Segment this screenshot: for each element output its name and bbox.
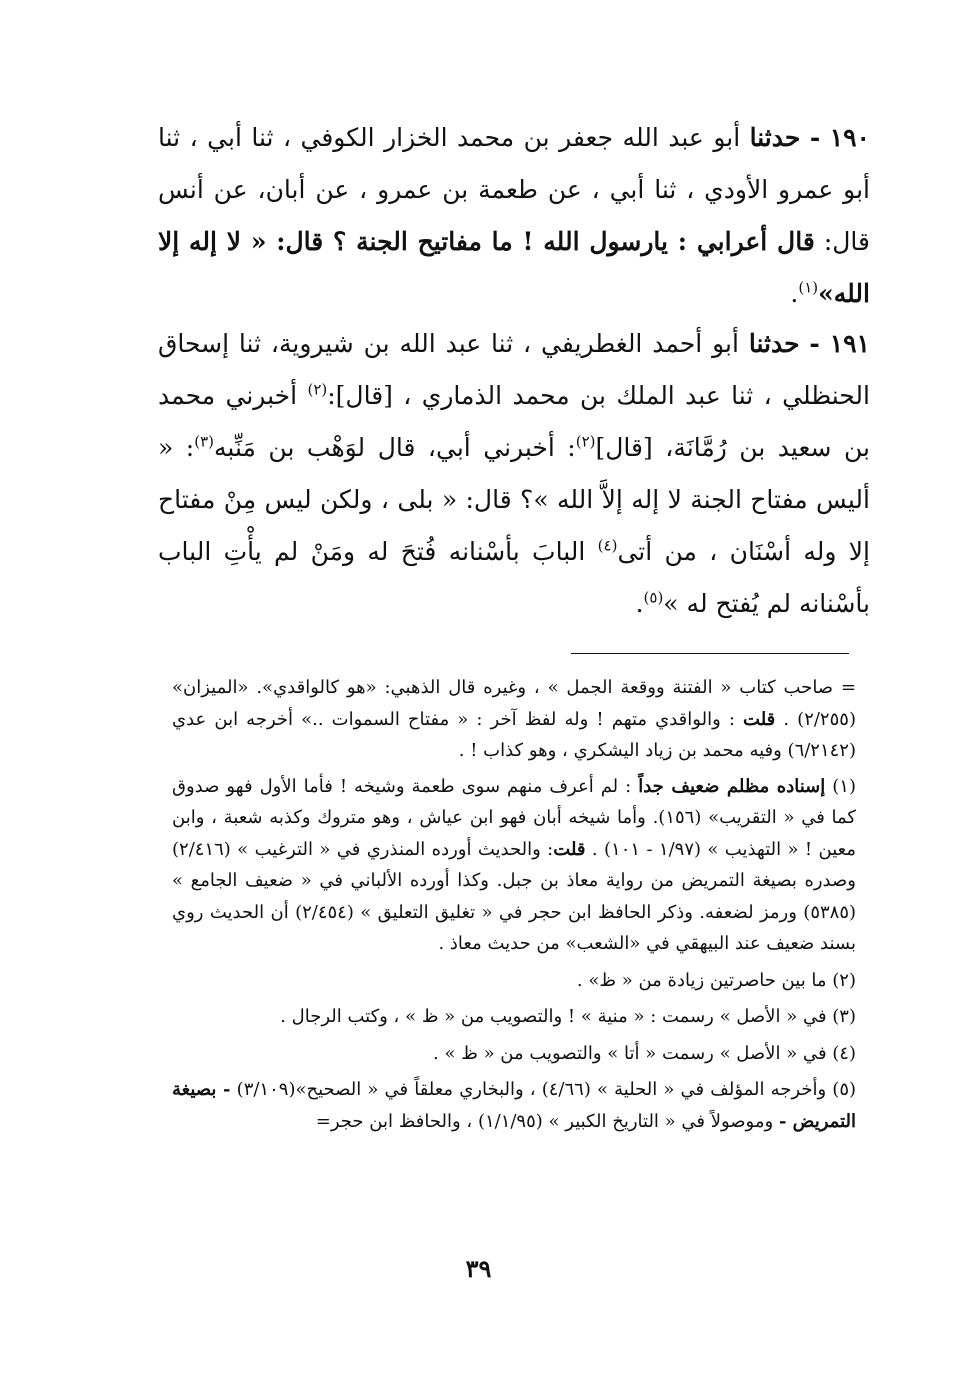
footnote-2: (٢) ما بين حاصرتين زيادة من « ظ» . [576, 969, 856, 991]
hadith-opening: حدثنا [748, 329, 800, 358]
page-number: ٣٩ [465, 1254, 492, 1283]
footnote-1: (١) إسناده مظلم ضعيف جداً : لم أعرف منهم سوى طعمة وشيخه ! فأما الأول فهو صدوق كما في « التقريب» (١٥٦). وأما شيخه أبان فهو ابن عياش ، وهو متروك وكذبه شعبة ، وابن معين ! « التهذيب » (١/٩٧ - ١٠١) . قلت: والحديث أورده المنذري في « الترغيب » (٢/٤١٦) وصدره بصيغة التمريض من رواية معاذ بن جبل. وكذا أورده الألباني في « ضعيف الجامع » (٥٣٨٥) ورمز لضعفه. وذكر الحافظ ابن حجر في « تغليق التعليق » (٢/٤٥٤) أن الحديث روي بسند ضعيف عند البيهقي في «الشعب» من حديث معاذ . [172, 775, 857, 954]
footnote-continuation: = صاحب كتاب « الفتنة ووقعة الجمل » ، وغيره قال الذهبي: «هو كالواقدي». «الميزان» (٢/٢٥٥) . قلت : والواقدي متهم ! وله لفظ آخر : « مفتاح السموات ..» أخرجه ابن عدي (٦/٢١٤٢) وفيه محمد بن زياد اليشكري ، وهو كذاب ! . [172, 677, 856, 761]
hadith-190 [158, 112, 870, 320]
hadith-190-paragraph: ١٩٠ - حدثنا أبو عبد الله جعفر بن محمد الخزار الكوفي ، ثنا أبي ، ثنا أبو عمرو الأودي ، ثنا أبي ، عن طعمة بن عمرو ، عن أبان، عن أنس قال: قال أعرابي : يارسول الله ! ما مفاتيح الجنة ؟ قال: « لا إله إلا الله»$^{(١)}$. [158, 123, 870, 308]
footnote-5: (٥) وأخرجه المؤلف في « الحلية » (٤/٦٦) ، والبخاري معلقاً في « الصحيح»(٣/١٠٩) - بصيغة التمريض - وموصولاً في « التاريخ الكبير » (١/١/٩٥) ، والحافظ ابن حجر= [172, 1079, 857, 1132]
footnote-ref: (٣) [194, 432, 215, 451]
hadith-text: أخبرني محمد بن سعيد بن رُمَّانَة، [قال] [158, 381, 870, 462]
footnote-4: (٤) في « الأصل » رسمت « أتا » والتصويب من « ظ » . [433, 1042, 856, 1064]
footnote-3: (٣) في « الأصل » رسمت : « منية » ! والتصويب من « ظ » ، وكتب الرجال . [280, 1006, 856, 1027]
hadith-text: : أخبرني أبي، قال لوَهْب بن مَنِّبه [214, 433, 576, 462]
hadith-191 [158, 318, 870, 630]
hadith-matn: قال أعرابي : يارسول الله ! ما مفاتيح الجنة ؟ قال: « لا إله إلا الله» [158, 227, 870, 308]
footnote-ref: (٥) [643, 588, 664, 607]
hadith-191-paragraph: ١٩١ - حدثنا أبو أحمد الغطريفي ، ثنا عبد الله بن شيروية، ثنا إسحاق الحنظلي ، ثنا عبد الملك بن محمد الذماري ، [قال]:$^{(٢)}$ أخبرني محمد بن سعيد بن رُمَّانَة، [قال]$^{(٢)}$: أخبرني أبي، قال لوَهْب بن مَنِّبه$^{(٣)}$: « أليس مفتاح الجنة لا إله إلاَّ الله »؟ قال: « بلى ، ولكن ليس مِنْ مفتاح إلا وله أسْنَان ، من أتى$^{(٤)}$ البابَ بأسْنانه فُتحَ له ومَنْ لم يأْتِ الباب بأسْنانه لم يُفتح له »$^{(٥)}$. [158, 329, 870, 618]
hadith-isnad: أبو عبد الله جعفر بن محمد الخزار الكوفي ، ثنا أبي ، ثنا أبو عمرو الأودي ، ثنا أبي ، عن طعمة بن عمرو ، عن أبان، عن أنس قال: [158, 123, 870, 256]
footnotes [172, 672, 856, 1137]
footnote-separator [571, 653, 849, 654]
footnote-ref: (١) [798, 278, 819, 297]
hadith-number: ١٩١ [829, 329, 870, 358]
hadith-text: أبو أحمد الغطريفي ، ثنا عبد الله بن شيروية، ثنا إسحاق الحنظلي ، ثنا عبد الملك بن محمد الذماري ، [قال]: [158, 329, 870, 410]
footnote-ref: (٤) [597, 536, 618, 555]
hadith-text: البابَ بأسْنانه فُتحَ له ومَنْ لم يأْتِ الباب بأسْنانه لم يُفتح له » [158, 537, 870, 618]
hadith-text: : « أليس مفتاح الجنة لا إله إلاَّ الله »؟ قال: « بلى ، ولكن ليس مِنْ مفتاح إلا وله أسْنَان ، من أتى [158, 433, 870, 566]
hadith-opening: حدثنا [749, 123, 801, 152]
footnote-ref: (٢) [307, 380, 328, 399]
footnote-ref: (٢) [575, 432, 596, 451]
hadith-number: ١٩٠ [829, 123, 870, 152]
